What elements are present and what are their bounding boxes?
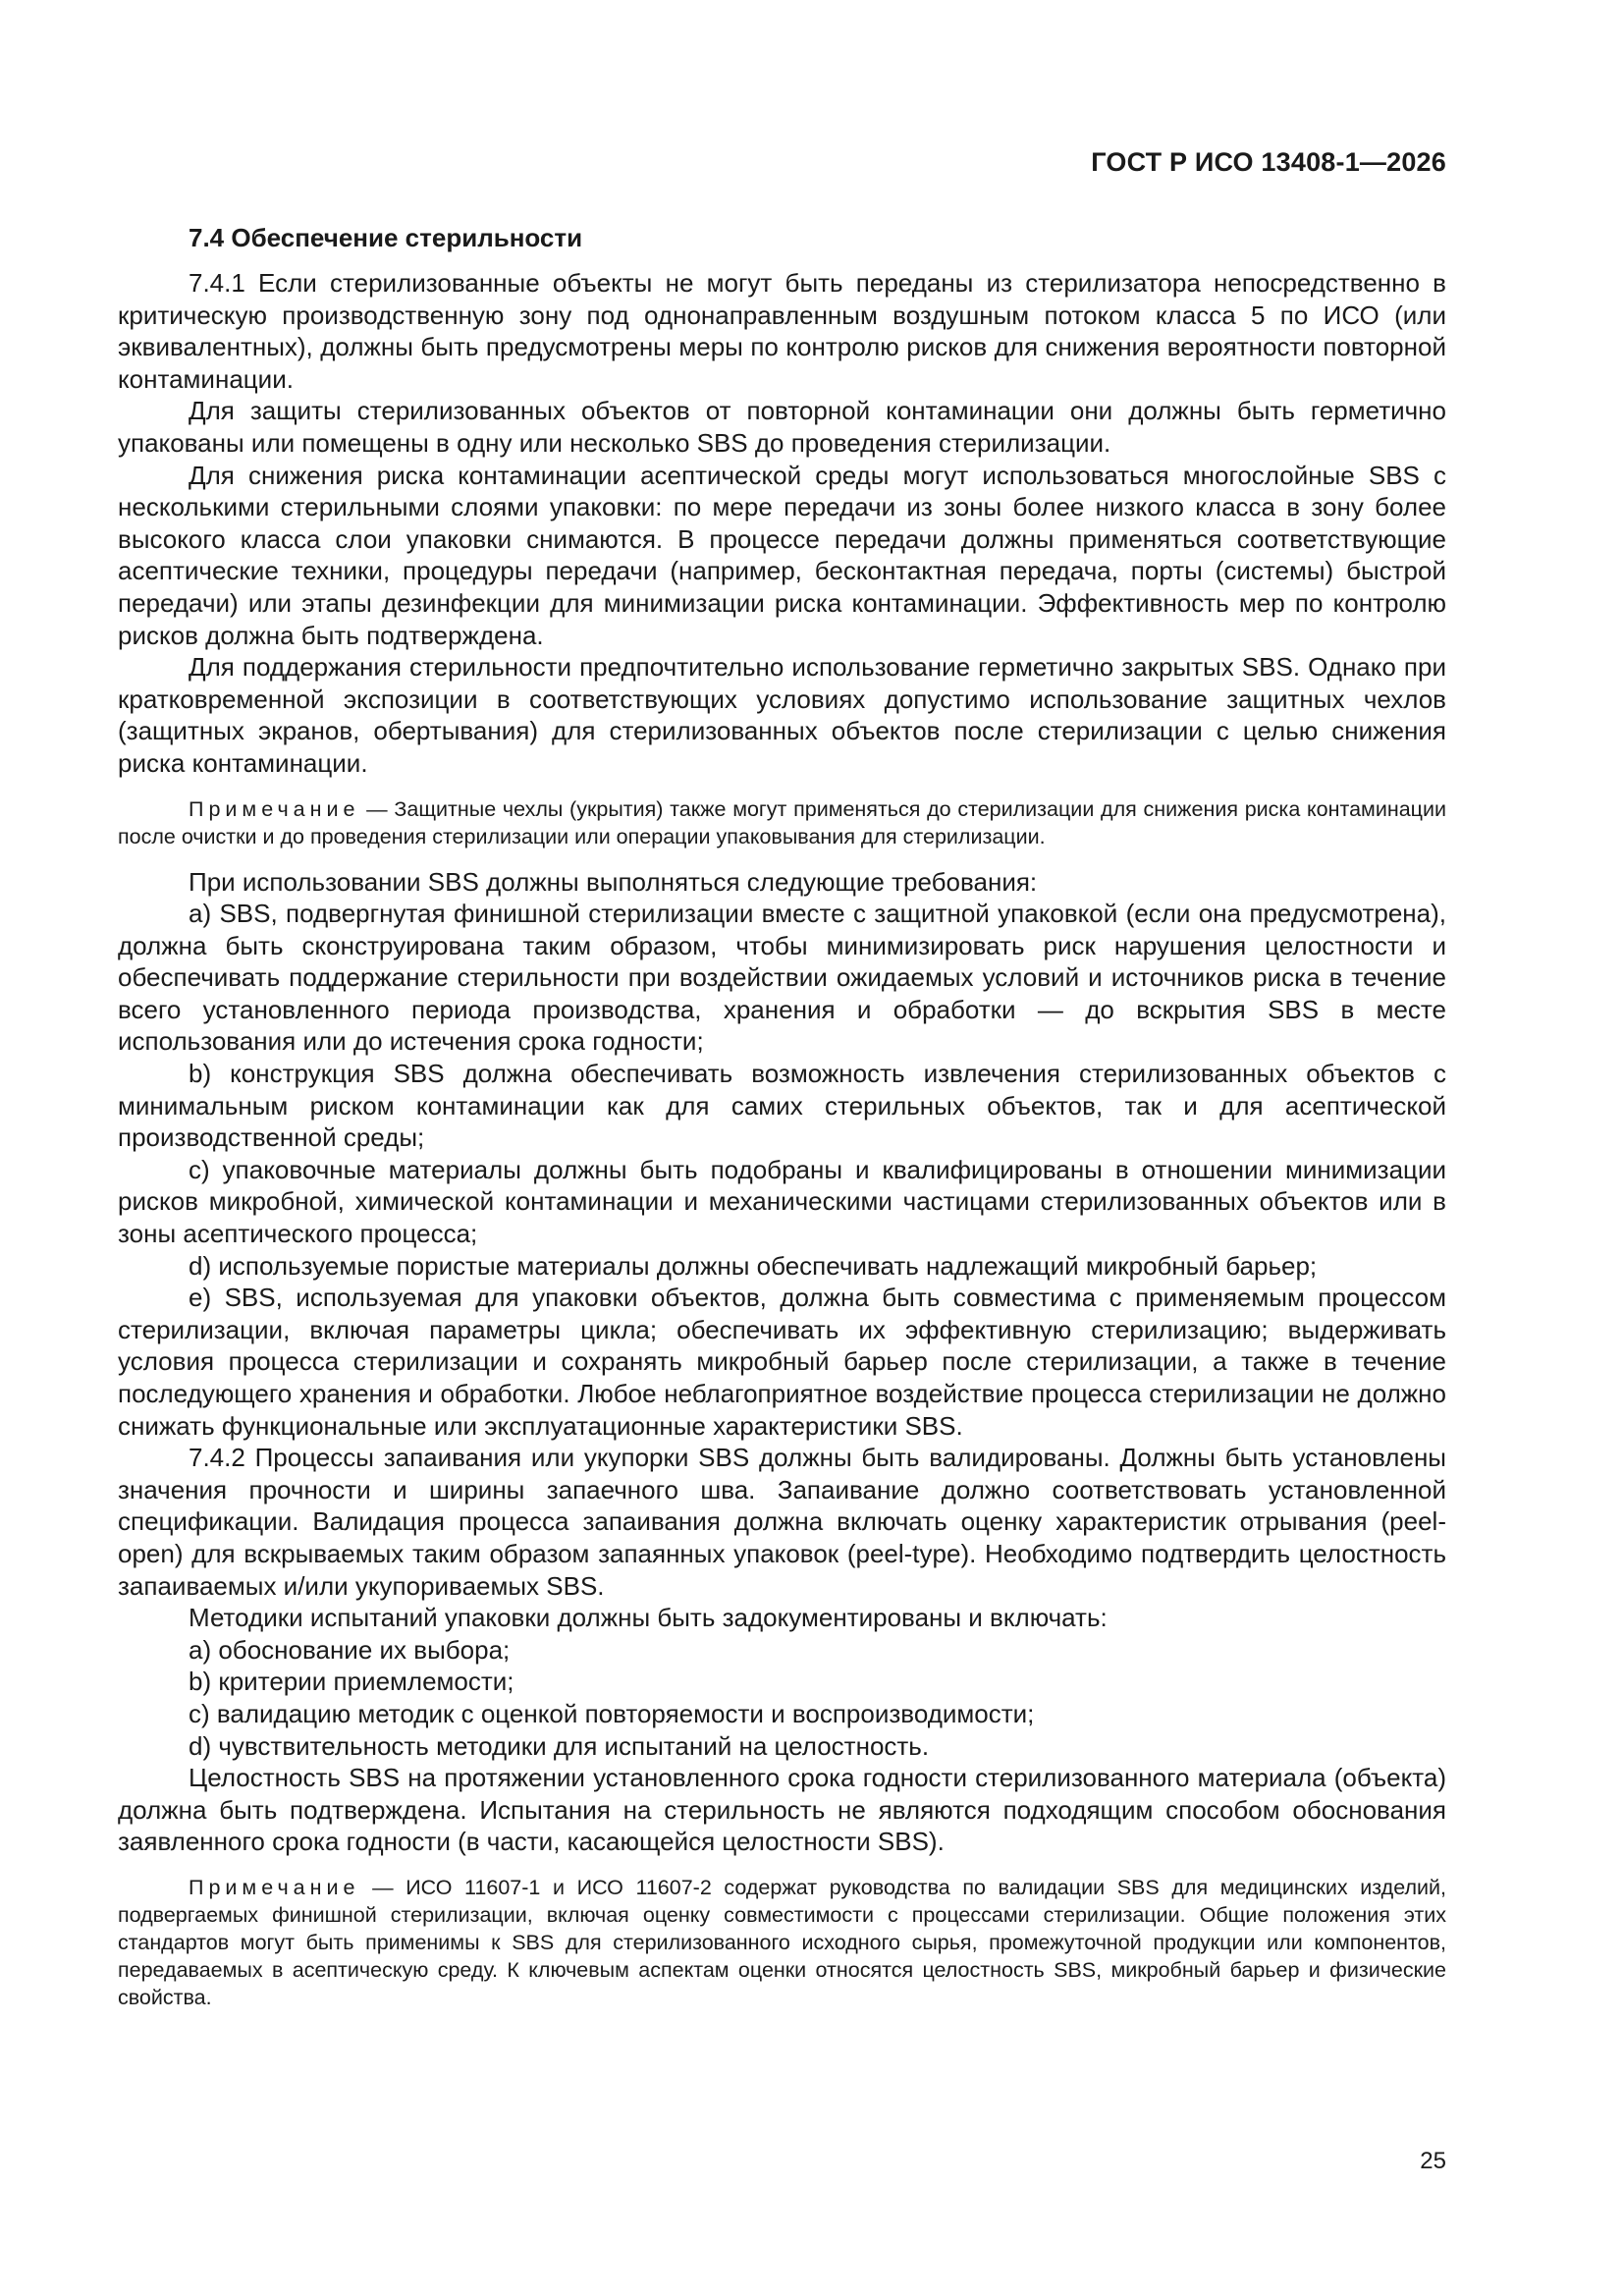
list-item-c: c) упаковочные материалы должны быть подобраны и квалифицированы в отношении минимизации рисков микробной, химической контаминации и механическими частицами стерилизованных объектов или в зоны асептического процесса;: [118, 1154, 1446, 1249]
note-2: [118, 1874, 1446, 2011]
methods-list-item-c: c) валидацию методик с оценкой повторяемости и воспроизводимости;: [189, 1698, 1035, 1728]
note-2-label: Примечание: [189, 1875, 360, 1899]
page-number: 25: [1420, 2148, 1446, 2174]
document-body: [118, 222, 1446, 2027]
list-item-e: e) SBS, используемая для упаковки объектов, должна быть совместима с применяемым процессом стерилизации, включая параметры цикла; обеспечивать их эффективную стерилизацию; выдерживать условия процесса стерилизации и сохранять микробный барьер после стерилизации, а также в течение последующего хранения и обработки. Любое неблагоприятное воздействие процесса стерилизации не должно снижать функциональные или эксплуатационные характеристики SBS.: [118, 1283, 1446, 1441]
list-item-b: b) конструкция SBS должна обеспечивать возможность извлечения стерилизованных объектов с минимальным риском контаминации как для самих стерильных объектов, так и для асептической производственной среды;: [118, 1059, 1446, 1153]
paragraph-7-4-1: 7.4.1 Если стерилизованные объекты не могут быть переданы из стерилизатора непосредственно в критическую производственную зону под однонаправленным воздушным потоком класса 5 по ИСО (или эквивалентных), должны быть предусмотрены меры по контролю рисков для снижения вероятности повторной контаминации.: [118, 268, 1446, 394]
methods-list-item-a: a) обоснование их выбора;: [189, 1634, 511, 1665]
paragraph-protection: Для защиты стерилизованных объектов от повторной контаминации они должны быть герметично упакованы или помещены в одну или несколько SBS до проведения стерилизации.: [118, 396, 1446, 458]
section-title: 7.4 Обеспечение стерильности: [189, 223, 583, 252]
note-1-text: — Защитные чехлы (укрытия) также могут применяться до стерилизации для снижения риска контаминации после очистки и до проведения стерилизации или операции упаковывания для стерилизации.: [118, 796, 1446, 848]
note-2-text: — ИСО 11607-1 и ИСО 11607-2 содержат руководства по валидации SBS для медицинских изделий, подвергаемых финишной стерилизации, включая оценку совместимости с процессами стерилизации. Общие положения этих стандартов могут быть применимы к SBS для стерилизованного исходного сырья, промежуточной продукции или компонентов, передаваемых в асептическую среду. К ключевым аспектам оценки относятся целостность SBS, микробный барьер и физические свойства.: [118, 1875, 1446, 2009]
note-1: [118, 795, 1446, 850]
methods-list-item-b: b) критерии приемлемости;: [189, 1667, 514, 1697]
methods-list-item-d: d) чувствительность методики для испытаний на целостность.: [189, 1730, 930, 1761]
paragraph-sbs-integrity: Целостность SBS на протяжении установленного срока годности стерилизованного материала (объекта) должна быть подтверждена. Испытания на стерильность не являются подходящим способом обоснования заявленного срока годности (в части, касающейся целостности SBS).: [118, 1763, 1446, 1857]
list-item-d: d) используемые пористые материалы должны обеспечивать надлежащий микробный барьер;: [189, 1250, 1318, 1281]
list-item-a: a) SBS, подвергнутая финишной стерилизации вместе с защитной упаковкой (если она предусмотрена), должна быть сконструирована таким образом, чтобы минимизировать риск нарушения целостности и обеспечивать поддержание стерильности при воздействии ожидаемых условий и источников риска в течение всего установленного периода производства, хранения и обработки — до вскрытия SBS в месте использования или до истечения срока годности;: [118, 899, 1446, 1057]
document-code-header: ГОСТ Р ИСО 13408-1—2026: [1091, 147, 1446, 177]
paragraph-maintaining-sterility: Для поддержания стерильности предпочтительно использование герметично закрытых SBS. Однако при кратковременной экспозиции в соответствующих условиях допустимо использование защитных чехлов (защитных экранов, обертывания) для стерилизованных объектов после стерилизации с целью снижения риска контаминации.: [118, 652, 1446, 778]
paragraph-sbs-requirements: При использовании SBS должны выполняться следующие требования:: [189, 866, 1038, 897]
note-1-label: Примечание: [189, 796, 360, 821]
paragraph-test-methods: Методики испытаний упаковки должны быть задокументированы и включать:: [189, 1603, 1108, 1633]
paragraph-multilayer-sbs: Для снижения риска контаминации асептической среды могут использоваться многослойные SBS с несколькими стерильными слоями упаковки: по мере передачи из зоны более низкого класса в зону более высокого класса слои упаковки снимаются. В процессе передачи должны применяться соответствующие асептические техники, процедуры передачи (например, бесконтактная передача, порты (системы) быстрой передачи) или этапы дезинфекции для минимизации риска контаминации. Эффективность мер по контролю рисков должна быть подтверждена.: [118, 460, 1446, 650]
paragraph-7-4-2: 7.4.2 Процессы запаивания или укупорки SBS должны быть валидированы. Должны быть установлены значения прочности и ширины запаечного шва. Запаивание должно соответствовать установленной спецификации. Валидация процесса запаивания должна включать оценку характеристик отрывания (peel-open) для вскрываемых таким образом запаянных упаковок (peel-type). Необходимо подтвердить целостность запаиваемых и/или укупориваемых SBS.: [118, 1443, 1446, 1601]
